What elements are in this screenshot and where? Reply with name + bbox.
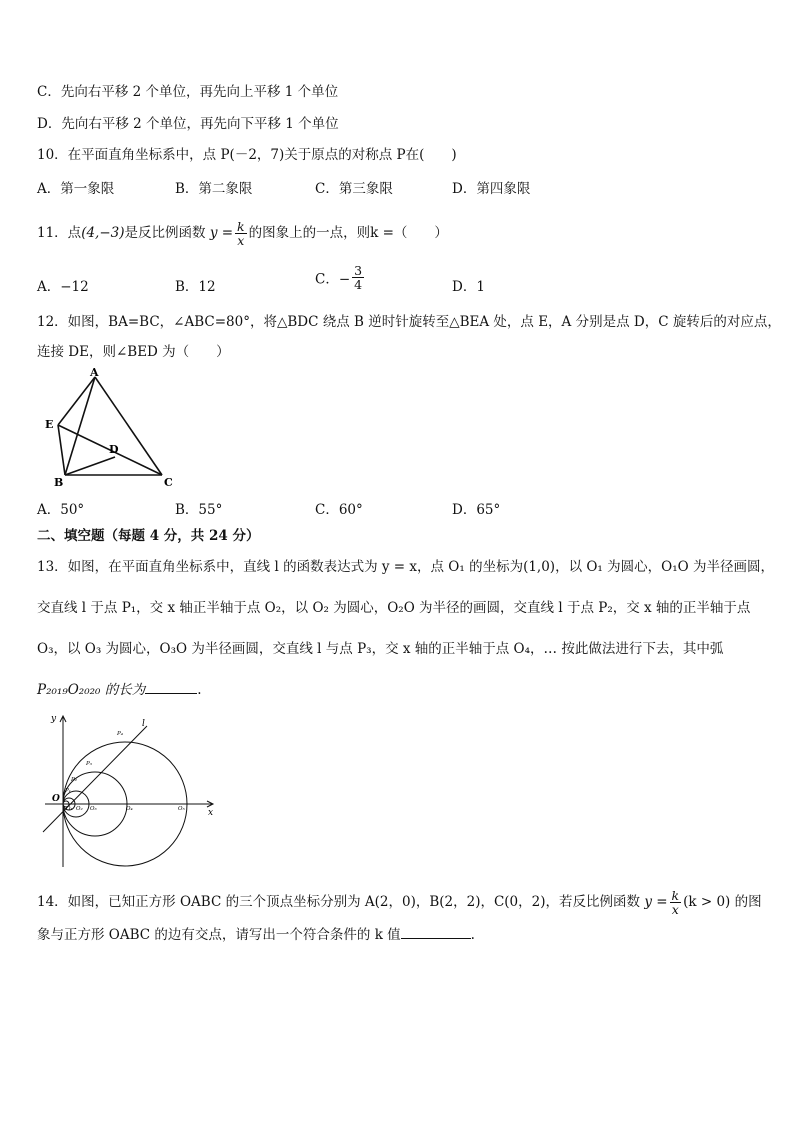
figure-12-triangle <box>40 365 185 490</box>
p3-label: P₃ <box>86 761 92 767</box>
q12-option-c: C．60° <box>315 502 363 518</box>
section-2-title: 二、填空题（每题 4 分，共 24 分） <box>37 528 260 544</box>
q13-arc-text: P₂₀₁₉O₂₀₂₀ 的长为 <box>37 682 146 698</box>
figure-13-circles <box>35 712 220 872</box>
q11-numerator: k <box>237 219 245 234</box>
question-13-line1: 13．如图，在平面直角坐标系中，直线 l 的函数表达式为 y = x，点 O₁ 的坐标为(1,0)，以 O₁ 为圆心，O₁O 为半径画圆， <box>37 559 774 575</box>
q9-option-d: D．先向右平移 2 个单位，再先向下平移 1 个单位 <box>37 116 339 132</box>
q11-option-a: A．−12 <box>37 279 89 295</box>
question-12-line2: 连接 DE，则∠BED 为（ ） <box>37 344 230 360</box>
q11-prefix: 11．点 <box>37 225 82 241</box>
q13-answer-blank[interactable] <box>145 681 197 694</box>
point-e-label: E <box>45 418 54 431</box>
q11-mid-text: 是反比例函数 <box>124 225 206 241</box>
question-12-line1: 12．如图，BA=BC，∠ABC=80°，将△BDC 绕点 B 逆时针旋转至△BEA 处，点 E，A 分别是点 D，C 旋转后的对应点， <box>37 314 781 330</box>
q12-option-b: B．55° <box>175 502 223 518</box>
point-a-label: A <box>90 366 99 379</box>
line-l-label: l <box>142 719 145 729</box>
q11-option-b: B．12 <box>175 279 216 295</box>
x-axis-label: x <box>208 808 214 818</box>
q11-suffix: 的图象上的一点，则k =（ ） <box>248 225 448 241</box>
q10-option-a: A．第一象限 <box>37 181 115 197</box>
q11-option-c-label: C．− <box>315 271 351 288</box>
q14-function-y: y = <box>644 894 668 910</box>
o3-label: O₃ <box>90 806 97 812</box>
q14-period: . <box>470 927 475 943</box>
question-13-line2: 交直线 l 于点 P₁，交 x 轴正半轴于点 O₂，以 O₂ 为圆心，O₂O 为半径的画圆，交直线 l 于点 P₂，交 x 轴的正半轴于点 <box>37 600 751 616</box>
q10-option-d: D．第四象限 <box>452 181 531 197</box>
q12-option-a: A．50° <box>37 502 85 518</box>
point-d-label: D <box>109 443 119 456</box>
point-b-label: B <box>54 476 64 489</box>
question-13-line3: O₃，以 O₃ 为圆心，O₃O 为半径画圆，交直线 l 与点 P₃，交 x 轴的正半轴于点 O₄，… 按此做法进行下去，其中弧 <box>37 641 724 657</box>
q13-period: . <box>197 682 202 698</box>
o1-label: O₁ <box>66 806 73 812</box>
point-c-label: C <box>164 476 173 489</box>
q14-text: 14．如图，已知正方形 OABC 的三个顶点坐标分别为 A(2，0)，B(2，2)，C(0，2)，若反比例函数 <box>37 894 641 910</box>
q11-option-c <box>315 264 366 291</box>
q11-c-denominator: 4 <box>354 277 363 292</box>
question-13-line4 <box>37 681 202 699</box>
q14-text-2: 象与正方形 OABC 的边有交点，请写出一个符合条件的 k 值 <box>37 927 401 943</box>
q11-option-c-fraction <box>352 264 364 291</box>
o4-label: O₄ <box>126 806 133 812</box>
q11-fraction <box>235 220 247 247</box>
q14-numerator: k <box>671 888 680 903</box>
q12-option-d: D．65° <box>452 502 501 518</box>
q11-denominator: x <box>237 233 245 248</box>
q14-answer-blank[interactable] <box>401 926 471 939</box>
origin-label: O <box>52 794 60 804</box>
p2-label: P₂ <box>71 777 77 783</box>
question-10: 10．在平面直角坐标系中，点 P(－2，7)关于原点的对称点 P在( ) <box>37 147 457 163</box>
question-14-line2 <box>37 926 475 944</box>
q11-c-numerator: 3 <box>354 263 363 278</box>
q11-function-y: y = <box>209 225 234 241</box>
q14-denominator: x <box>671 902 679 917</box>
q10-option-c: C．第三象限 <box>315 181 393 197</box>
q9-option-c: C．先向右平移 2 个单位，再先向上平移 1 个单位 <box>37 84 339 100</box>
y-axis-label: y <box>51 714 57 724</box>
o5-label: O₅ <box>178 806 185 812</box>
question-14-line1 <box>37 889 762 916</box>
q11-point: (4,−3) <box>81 225 125 241</box>
q10-option-b: B．第二象限 <box>175 181 253 197</box>
q14-fraction <box>670 889 682 916</box>
p1-label: P₁ <box>65 788 71 794</box>
o2-label: O₂ <box>76 806 83 812</box>
question-11 <box>37 220 448 247</box>
q11-option-d: D．1 <box>452 279 485 295</box>
q14-condition: (k > 0) 的图 <box>683 894 762 910</box>
p4-label: P₄ <box>117 731 123 737</box>
